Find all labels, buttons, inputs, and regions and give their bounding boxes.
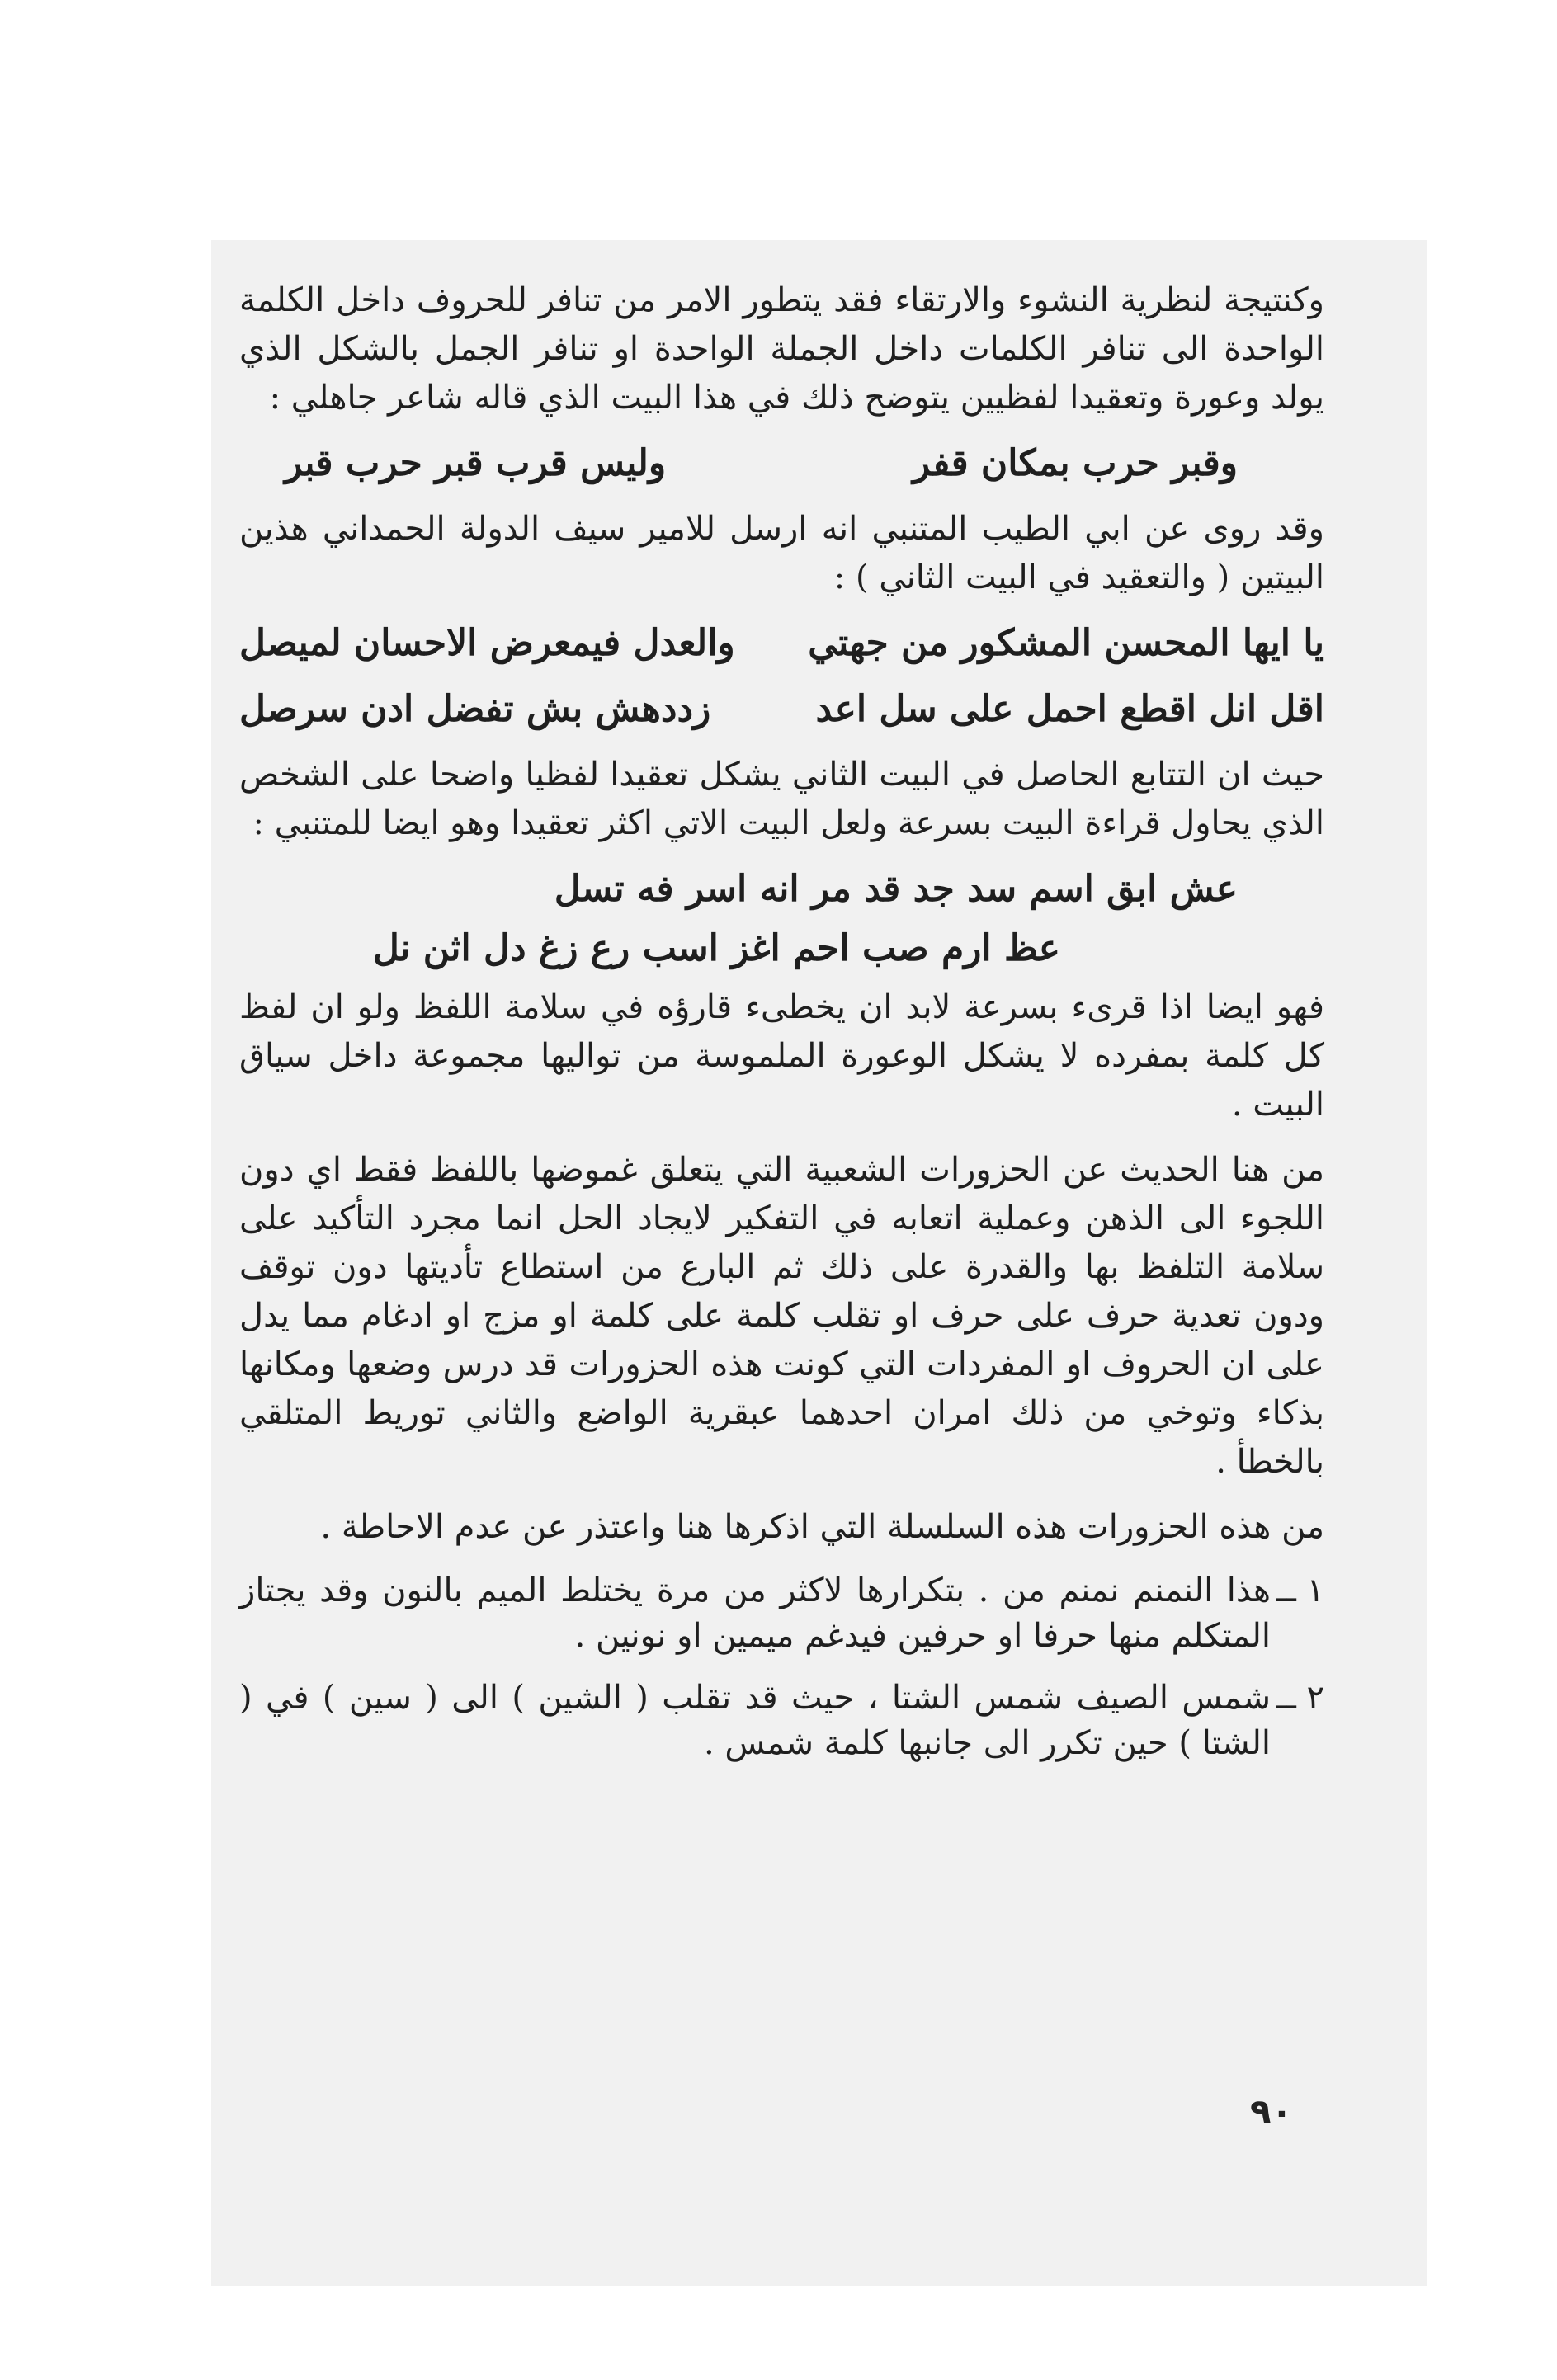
paragraph: وكنتيجة لنظرية النشوء والارتقاء فقد يتطور الامر من تنافر للحروف داخل الكلمة الواحدة الى تنافر الكلمات داخل الجملة الواحدة او تنافر الجمل بالشكل الذي يولد وعورة وتعقيدا لفظيين يتوضح ذلك في هذا البيت الذي قاله شاعر جاهلي : bbox=[239, 281, 1324, 417]
verse-first-hemistich: اقل انل اقطع احمل على سل اعد bbox=[815, 688, 1324, 730]
paragraph: وقد روى عن ابي الطيب المتنبي انه ارسل للامير سيف الدولة الحمداني هذين البيتين ( والتعقيد في البيت الثاني ) : bbox=[239, 510, 1324, 596]
list-item bbox=[239, 1568, 1324, 1659]
numbered-list bbox=[239, 1568, 1324, 1766]
verse-second-hemistich: وليس قرب قبر حرب قبر bbox=[285, 442, 667, 484]
list-item-number: ١ ــ bbox=[1276, 1572, 1324, 1609]
list-item bbox=[239, 1675, 1324, 1766]
paragraph: من هنا الحديث عن الحزورات الشعبية التي يتعلق غموضها باللفظ فقط اي دون اللجوء الى الذهن وعملية اتعابه في التفكير لايجاد الحل انما مجرد التأكيد على سلامة التلفظ بها والقدرة على ذلك ثم البارع من استطاع تأديتها دون توقف ودون تعدية حرف على حرف او تقلب كلمة على كلمة او مزج او ادغام مما يدل على ان الحروف او المفردات التي كونت هذه الحزورات قد درس وضعها ومكانها بذكاء وتوخي من ذلك امران احدهما عبقرية الواضع والثاني توريط المتلقي بالخطأ . bbox=[239, 1151, 1324, 1481]
paragraph: من هذه الحزورات هذه السلسلة التي اذكرها هنا واعتذر عن عدم الاحاطة . bbox=[320, 1508, 1324, 1546]
verse-line: عظ ارم صب احم اغز اسب رع زغ دل اثن نل bbox=[372, 927, 1060, 969]
verse-line bbox=[239, 685, 1324, 734]
verse-first-hemistich: يا ايها المحسن المشكور من جهتي bbox=[808, 622, 1324, 664]
list-item-text: هذا النمنم نمنم من . بتكرارها لاكثر من مرة يختلط الميم بالنون وقد يجتاز المتكلم منها حرفا او حرفين فيدغم ميمين او نونين . bbox=[239, 1572, 1271, 1655]
verse-first-hemistich: وقبر حرب بمكان قفر bbox=[913, 442, 1238, 484]
page-number: ٩٠ bbox=[1250, 2091, 1293, 2132]
verse-second-hemistich: زددهش بش تفضل ادن سرصل bbox=[239, 688, 711, 730]
list-item-number: ٢ ــ bbox=[1276, 1679, 1324, 1717]
verse-line: عش ابق اسم سد جد قد مر انه اسر فه تسل bbox=[554, 868, 1238, 910]
paragraph: فهو ايضا اذا قرىء بسرعة لابد ان يخطىء قارؤه في سلامة اللفظ ولو ان لفظ كل كلمة بمفرده لا يشكل الوعورة الملموسة من تواليها مجموعة داخل سياق البيت . bbox=[239, 988, 1324, 1124]
verse-line bbox=[239, 619, 1324, 668]
page-text bbox=[239, 276, 1324, 1783]
paragraph: حيث ان التتابع الحاصل في البيت الثاني يشكل تعقيدا لفظيا واضحا على الشخص الذي يحاول قراءة البيت بسرعة ولعل البيت الاتي اكثر تعقيدا وهو ايضا للمتنبي : bbox=[239, 756, 1324, 842]
list-item-text: شمس الصيف شمس الشتا ، حيث قد تقلب ( الشين ) الى ( سين ) في ( الشتا ) حين تكرر الى جانبها كلمة شمس . bbox=[239, 1679, 1271, 1762]
verse-line bbox=[239, 439, 1324, 488]
verse-second-hemistich: والعدل فيمعرض الاحسان لميصل bbox=[239, 622, 735, 664]
